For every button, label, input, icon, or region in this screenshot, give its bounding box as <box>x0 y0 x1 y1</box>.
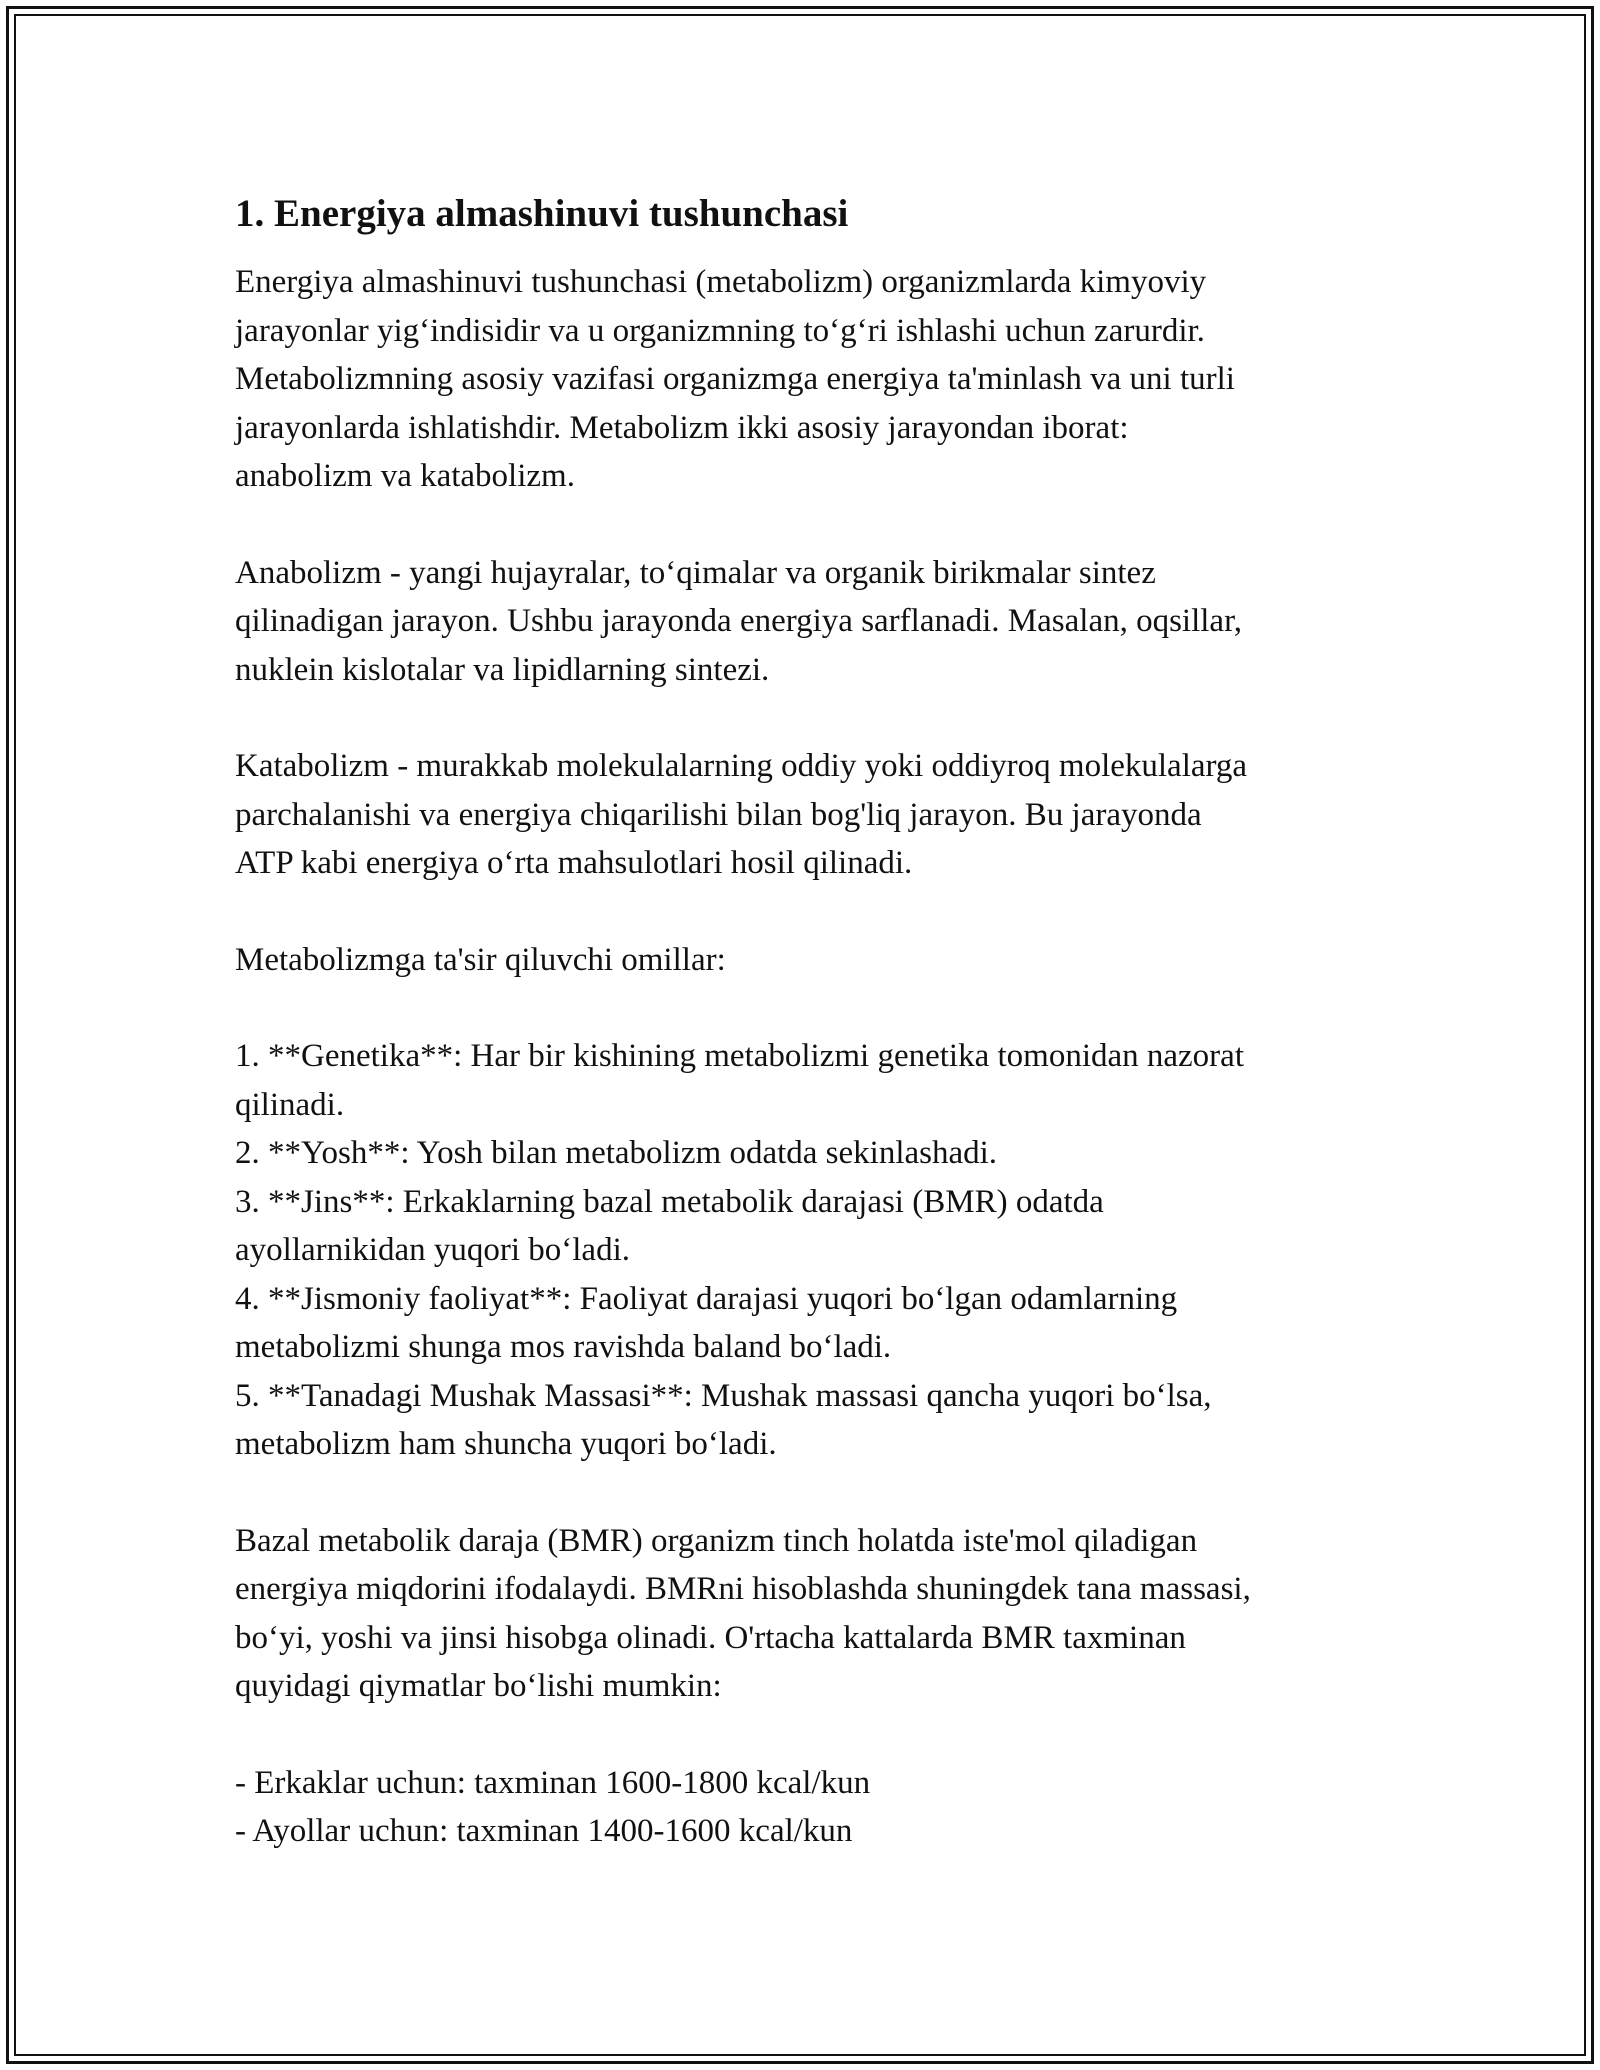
bmr-values-list: - Erkaklar uchun: taxminan 1600-1800 kcal/kun - Ayollar uchun: taxminan 1400-1600 kcal/kun <box>235 1764 871 1849</box>
paragraph-bmr: Bazal metabolik daraja (BMR) organizm tinch holatda iste'mol qiladigan energiya miqdorini ifodalaydi. BMRni hisoblashda shuningdek tana massasi, bo‘yi, yoshi va jinsi hisobga olinadi. O'rtacha kattalarda BMR taxminan quyidagi qiymatlar bo‘lishi mumkin: <box>235 1522 1251 1704</box>
paragraph-anabolism: Anabolizm - yangi hujayralar, to‘qimalar va organik birikmalar sintez qilinadigan jarayon. Ushbu jarayonda energiya sarflanadi. Masalan, oqsillar, nuklein kislotalar va lipidlarning sintezi. <box>235 554 1242 688</box>
document-body <box>235 190 1385 1856</box>
paragraph-factors-intro: Metabolizmga ta'sir qiluvchi omillar: <box>235 941 726 978</box>
paragraph-catabolism: Katabolizm - murakkab molekulalarning oddiy yoki oddiyroq molekulalarga parchalanishi va energiya chiqarilishi bilan bog'liq jarayon. Bu jarayonda ATP kabi energiya o‘rta mahsulotlari hosil qilinadi. <box>235 748 1248 881</box>
section-heading: 1. Energiya almashinuvi tushunchasi <box>235 192 849 235</box>
factors-list: 1. **Genetika**: Har bir kishining metabolizmi genetika tomonidan nazorat qilinadi. 2. **Yosh**: Yosh bilan metabolizm odatda sekinlashadi. 3. **Jins**: Erkaklarning bazal metabolik darajasi (BMR) odatda ayollarnikidan yuqori bo‘ladi. 4. **Jismoniy faoliyat**: Faoliyat darajasi yuqori bo‘lgan odamlarning metabolizmi shunga mos ravishda baland bo‘ladi. 5. **Tanadagi Mushak Massasi**: Mushak massasi qancha yuqori bo‘lsa, metabolizm ham shuncha yuqori bo‘ladi. <box>235 1038 1244 1462</box>
paragraph-intro: Energiya almashinuvi tushunchasi (metabolizm) organizmlarda kimyoviy jarayonlar yig‘indisidir va u organizmning to‘g‘ri ishlashi uchun zarurdir. Metabolizmning asosiy vazifasi organizmga energiya ta'minlash va uni turli jarayonlarda ishlatishdir. Metabolizm ikki asosiy jarayondan iborat: anabolizm va katabolizm. <box>235 264 1235 494</box>
